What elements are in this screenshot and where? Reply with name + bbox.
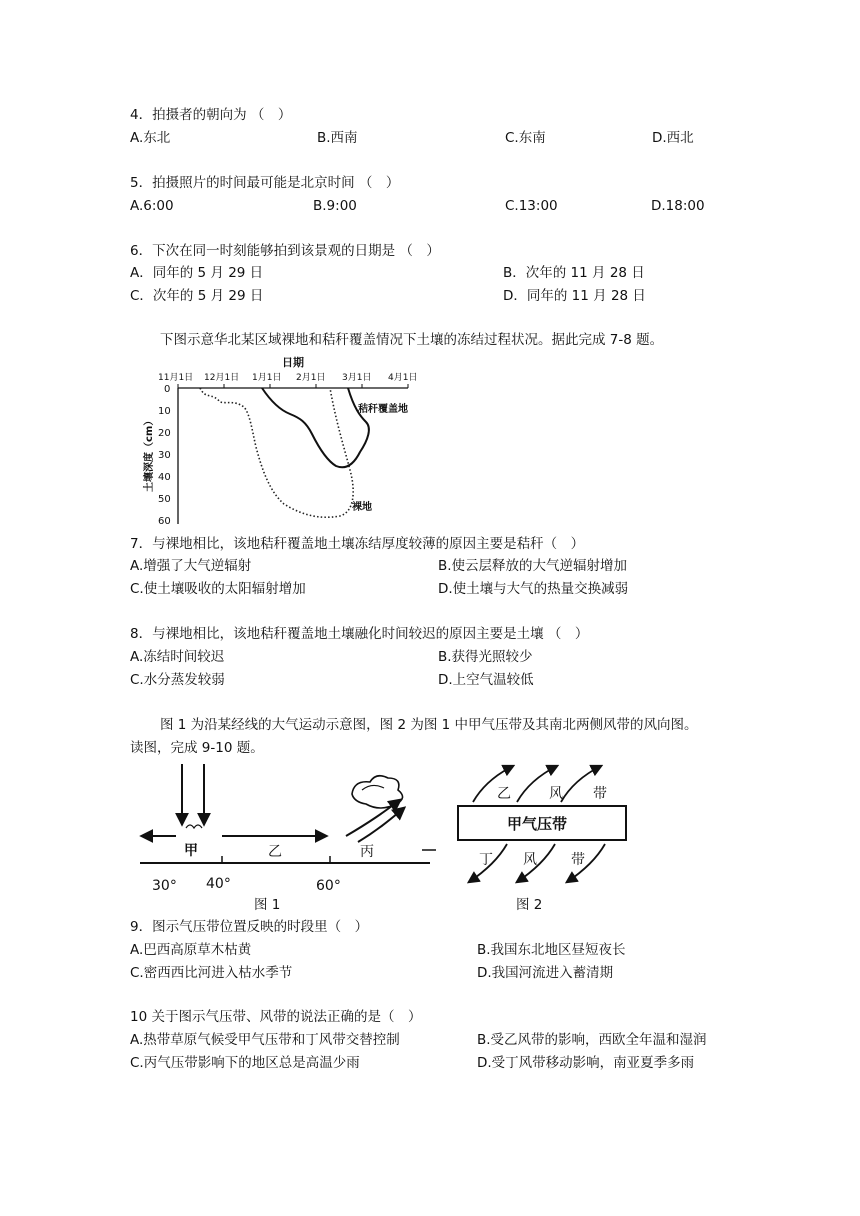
x-tick-label: 3月1日	[342, 373, 372, 383]
q4-option-c: C.东南	[505, 130, 546, 146]
label-yi: 乙	[268, 844, 282, 860]
label-dai-lower: 带	[571, 852, 585, 868]
figure-2-caption: 图 2	[516, 897, 543, 913]
q5-option-b: B.9:00	[313, 198, 357, 214]
q7-option-a: A.增强了大气逆辐射	[130, 558, 252, 574]
q6-option-a: A．同年的 5 月 29 日	[130, 265, 264, 281]
q10-option-a: A.热带草原气候受甲气压带和丁风带交替控制	[130, 1032, 400, 1048]
label-ding: 丁	[479, 852, 493, 868]
label-dai-upper: 带	[593, 786, 607, 802]
q8-option-c: C.水分蒸发较弱	[130, 672, 225, 688]
q8-option-a: A.冻结时间较迟	[130, 649, 225, 665]
soil-freezing-chart	[140, 352, 440, 532]
q8-option-b: B.获得光照较少	[438, 649, 533, 665]
intro-9-10-line-1: 图 1 为沿某经线的大气运动示意图，图 2 为图 1 中甲气压带及其南北两侧风带的风向图。	[160, 717, 698, 733]
q9-option-d: D.我国河流进入蓄清期	[477, 965, 614, 981]
x-tick-label: 4月1日	[388, 373, 418, 383]
q4-option-a: A.东北	[130, 130, 171, 146]
q6-option-b: B．次年的 11 月 28 日	[503, 265, 645, 281]
y-tick-label: 0	[164, 384, 171, 395]
x-tick-label: 11月1日	[158, 373, 194, 383]
q5-option-a: A.6:00	[130, 198, 174, 214]
question-8-stem: 8．与裸地相比，该地秸秆覆盖地土壤融化时间较迟的原因主要是土壤 （ ）	[130, 626, 589, 642]
divergence-mark	[186, 825, 202, 828]
label-pressure-belt: 甲气压带	[507, 815, 568, 833]
label-30: 30°	[152, 878, 177, 894]
intro-7-8: 下图示意华北某区域裸地和秸秆覆盖情况下土壤的冻结过程状况。据此完成 7-8 题。	[160, 332, 664, 348]
q8-option-d: D.上空气温较低	[438, 672, 534, 688]
label-60: 60°	[316, 878, 341, 894]
series-bare-land	[200, 388, 353, 517]
x-tick-label: 2月1日	[296, 373, 326, 383]
question-10-stem: 10 关于图示气压带、风带的说法正确的是（ ）	[130, 1009, 422, 1025]
label-40: 40°	[206, 876, 231, 892]
q10-option-d: D.受丁风带移动影响，南亚夏季多雨	[477, 1055, 695, 1071]
label-feng-lower: 风	[523, 852, 537, 868]
q6-option-d: D．同年的 11 月 28 日	[503, 288, 646, 304]
label-feng-upper: 风	[549, 786, 563, 802]
q10-option-c: C.丙气压带影响下的地区总是高温少雨	[130, 1055, 360, 1071]
q9-option-a: A.巴西高原草木枯黄	[130, 942, 252, 958]
q5-option-d: D.18:00	[651, 198, 705, 214]
y-tick-label: 10	[158, 406, 171, 417]
q7-option-c: C.使土壤吸收的太阳辐射增加	[130, 581, 306, 597]
question-9-stem: 9．图示气压带位置反映的时段里（ ）	[130, 919, 369, 935]
y-tick-label: 20	[158, 428, 171, 439]
intro-9-10-line-2: 读图，完成 9-10 题。	[130, 740, 264, 756]
x-tick-label: 1月1日	[252, 373, 282, 383]
y-axis-label: 土壤深度（cm）	[144, 415, 155, 492]
q9-option-b: B.我国东北地区昼短夜长	[477, 942, 626, 958]
q7-option-d: D.使土壤与大气的热量交换减弱	[438, 581, 629, 597]
legend-bare-land: 裸地	[352, 502, 372, 513]
series-straw-covered	[262, 388, 369, 467]
y-tick-label: 60	[158, 516, 171, 527]
x-tick-label: 12月1日	[204, 373, 240, 383]
y-tick-label: 40	[158, 472, 171, 483]
question-5-stem: 5．拍摄照片的时间最可能是北京时间 （ ）	[130, 175, 400, 191]
legend-straw-covered: 秸秆覆盖地	[358, 404, 408, 415]
y-tick-label: 30	[158, 450, 171, 461]
label-yi: 乙	[497, 786, 511, 802]
q4-option-d: D.西北	[652, 130, 694, 146]
figure-1-caption: 图 1	[254, 897, 281, 913]
y-tick-label: 50	[158, 494, 171, 505]
figure-1-atmospheric-circulation	[130, 760, 450, 908]
question-7-stem: 7．与裸地相比，该地秸秆覆盖地土壤冻结厚度较薄的原因主要是秸秆（ ）	[130, 536, 585, 552]
question-4-stem: 4．拍摄者的朝向为 （ ）	[130, 107, 292, 123]
figure-2-wind-belts	[455, 760, 645, 890]
q5-option-c: C.13:00	[505, 198, 558, 214]
q7-option-b: B.使云层释放的大气逆辐射增加	[438, 558, 628, 574]
question-6-stem: 6．下次在同一时刻能够拍到该景观的日期是 （ ）	[130, 243, 440, 259]
q10-option-b: B.受乙风带的影响，西欧全年温和湿润	[477, 1032, 707, 1048]
chart-title: 日期	[282, 356, 304, 369]
q4-option-b: B.西南	[317, 130, 358, 146]
q6-option-c: C．次年的 5 月 29 日	[130, 288, 264, 304]
label-bing: 丙	[360, 844, 374, 860]
q9-option-c: C.密西西比河进入枯水季节	[130, 965, 293, 981]
label-jia: 甲	[184, 843, 198, 859]
